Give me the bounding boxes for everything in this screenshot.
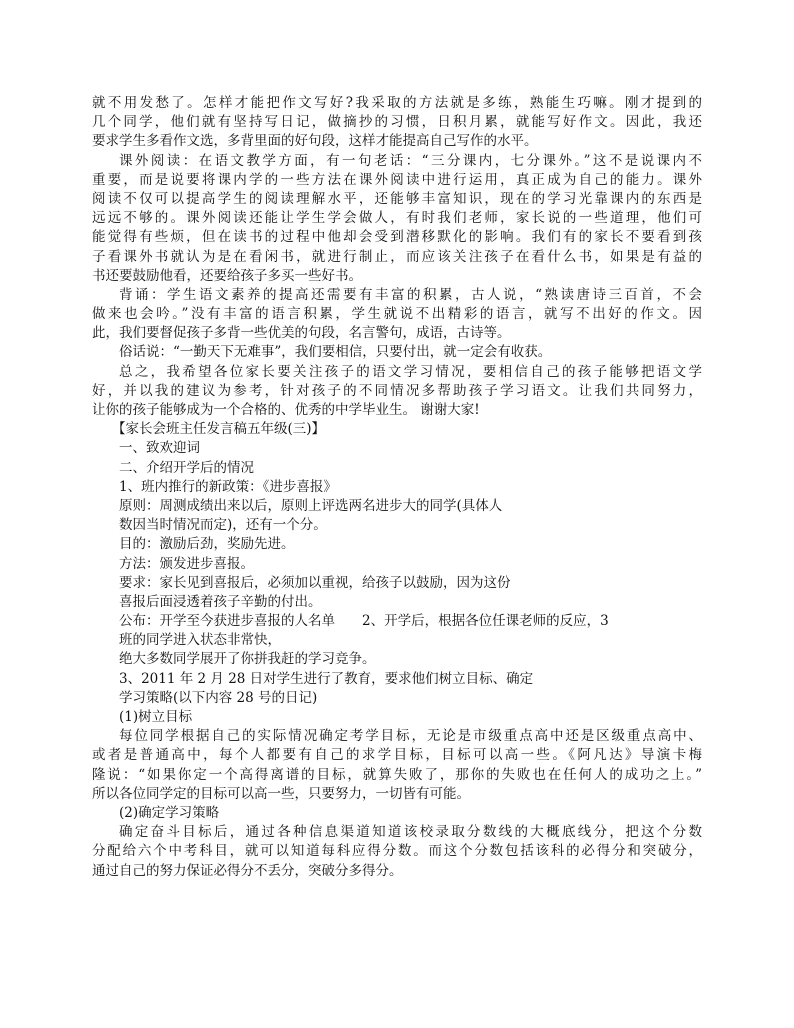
text-line: (2)确定学习策略	[119, 804, 220, 821]
text-line: 做来也会吟。”没有丰富的语言积累，学生就说不出精彩的语言，就写不出好的作文。因	[92, 306, 702, 323]
text-line: 此，我们要督促孩子多背一些优美的句段，名言警句，成语，古诗等。	[92, 325, 511, 342]
text-line: 课外阅读：在语文教学方面，有一句老话：“三分课内，七分课外。”这不是说课内不	[119, 152, 702, 169]
text-line: 二、介绍开学后的情况	[119, 459, 254, 476]
text-line: 喜报后面浸透着孩子辛勤的付出。	[119, 593, 322, 610]
text-line: 目的：激励后劲，奖励先进。	[119, 536, 295, 553]
text-line: 每位同学根据自己的实际情况确定考学目标，无论是市级重点高中还是区级重点高中、	[119, 728, 702, 745]
text-line: 数因当时情况而定)，还有一个分。	[119, 517, 327, 534]
text-line: 通过自己的努力保证必得分不丢分，突破分多得分。	[92, 862, 403, 879]
text-line: 绝大多数同学展开了你拼我赶的学习竞争。	[119, 651, 376, 668]
text-line: 原则：周测成绩出来以后，原则上评选两名进步大的同学(具体人	[119, 497, 503, 514]
text-line: 学习策略(以下内容 28 号的日记)	[119, 689, 318, 706]
text-line: 或者是普通高中，每个人都要有自己的求学目标，目标可以高一些。《阿凡达》导演卡梅	[92, 747, 702, 764]
text-line: 确定奋斗目标后，通过各种信息渠道知道该校录取分数线的大概底线分，把这个分数	[119, 824, 702, 841]
text-line: 就不用发愁了。怎样才能把作文写好?我采取的方法就是多练，熟能生巧嘛。刚才提到的	[92, 95, 702, 111]
text-line: 方法：颁发进步喜报。	[119, 555, 254, 572]
text-line: 要求：家长见到喜报后，必须加以重视，给孩子以鼓励，因为这份	[119, 574, 511, 591]
text-line: 远远不够的。课外阅读还能让学生学会做人，有时我们老师，家长说的一些道理，他们可	[92, 210, 702, 227]
text-line: 背诵：学生语文素养的提高还需要有丰富的积累，古人说，“熟读唐诗三百首，不会	[119, 286, 702, 303]
text-line: 重要，而是说要将课内学的一些方法在课外阅读中进行运用，真正成为自己的能力。课外	[92, 171, 702, 188]
document-body	[92, 94, 702, 881]
text-line: 好，并以我的建议为参考，针对孩子的不同情况多帮助孩子学习语文。让我们共同努力，	[92, 382, 702, 399]
text-line: 所以各位同学定的目标可以高一些，只要努力，一切皆有可能。	[92, 785, 470, 802]
text-line: 能觉得有些烦，但在读书的过程中他却会受到潜移默化的影响。我们有的家长不要看到孩	[92, 229, 702, 246]
text-line: 【家长会班主任发言稿五年级(三)】	[112, 421, 326, 438]
text-line: 班的同学进入状态非常快，	[119, 632, 281, 649]
text-line: (1)树立目标	[119, 709, 193, 725]
text-line: 俗话说：“一勤天下无难事”，我们要相信，只要付出，就一定会有收获。	[119, 344, 552, 361]
text-line: 3、2011 年 2 月 28 日对学生进行了教育，要求他们树立目标、确定	[119, 670, 534, 687]
text-line: 分配给六个中考科目，就可以知道每科应得分数。而这个分数包括该科的必得分和突破分，	[92, 843, 702, 860]
text-line: 几个同学，他们就有坚持写日记，做摘抄的习惯，日积月累，就能写好作文。因此，我还	[92, 114, 702, 131]
text-line: 要求学生多看作文选，多背里面的好句段，这样才能提高自己写作的水平。	[92, 133, 538, 150]
text-line: 让你的孩子能够成为一个合格的、优秀的中学毕业生。 谢谢大家!	[92, 402, 480, 418]
text-line: 总之，我希望各位家长要关注孩子的语文学习情况，要相信自己的孩子能够把语文学	[119, 363, 702, 380]
text-line: 一、致欢迎词	[119, 440, 200, 457]
text-line: 子看课外书就认为是在看闲书，就进行制止，而应该关注孩子在看什么书，如果是有益的	[92, 248, 702, 265]
text-line: 公布：开学至今获进步喜报的人名单 2、开学后，根据各位任课老师的反应，3	[119, 613, 609, 630]
text-line: 隆说：“如果你定一个高得离谱的目标，就算失败了，那你的失败也在任何人的成功之上。”	[92, 766, 702, 783]
text-line: 阅读不仅可以提高学生的阅读理解水平，还能够丰富知识，现在的学习光靠课内的东西是	[92, 190, 702, 207]
text-line: 1、班内推行的新政策：《进步喜报》	[119, 478, 337, 495]
text-line: 书还要鼓励他看，还要给孩子多买一些好书。	[92, 267, 362, 284]
